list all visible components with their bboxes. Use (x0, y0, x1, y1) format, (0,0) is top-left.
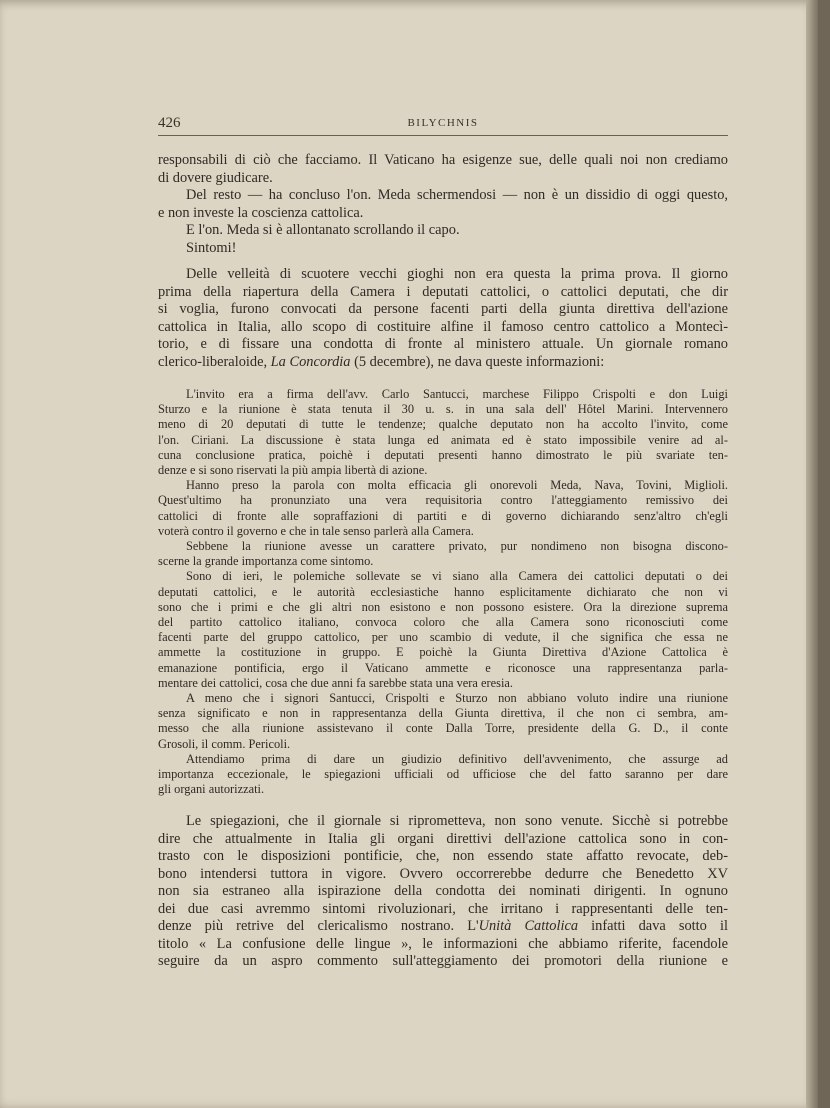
text-line: facenti parte del gruppo cattolico, per uno scambio di vedute, il che significa che essa ne (158, 630, 728, 645)
text-line: di dovere giudicare. (158, 169, 273, 186)
paragraph-gap (158, 257, 728, 266)
text-line: dire che attualmente in Italia gli organi direttivi dell'azione cattolica sono in con- (158, 830, 728, 847)
page-edge (806, 0, 818, 1108)
text-line: Del resto — ha concluso l'on. Meda schermendosi — non è un dissidio di oggi questo, (186, 187, 728, 203)
text-line: messo che alla riunione assistevano il conte Dalla Torre, presidente della G. D., il conte (158, 721, 728, 736)
text-line: bono intendersi tuttora in vigore. Ovvero occorrerebbe dedurre che Benedetto XV (158, 865, 728, 882)
text-line: torio, e di fissare una condotta di fronte al ministero attuale. Un giornale romano (158, 336, 728, 352)
text-line: importanza eccezionale, le spiegazioni ufficiali od ufficiose che del fatto saranno per dare (158, 767, 728, 782)
text-line: Delle velleità di scuotere vecchi gioghi non era questa la prima prova. Il giorno (186, 266, 728, 282)
text-line: del partito cattolico italiano, convoca coloro che alla Camera sono riconosciuti come (158, 615, 728, 630)
text-line: meno di 20 deputati di tutte le tendenze; qualche deputato non ha accolto l'invito, come (158, 417, 728, 432)
paragraph-gap (158, 371, 728, 387)
text-line: responsabili di ciò che facciamo. Il Vaticano ha esigenze sue, delle quali noi non crediamo (158, 152, 728, 168)
text-line: non sia estraneo alla ispirazione della condotta dei nominati dirigenti. In ognuno (158, 883, 728, 900)
paragraph (158, 152, 728, 187)
quoted-paragraph (158, 478, 728, 539)
page-number: 426 (158, 115, 181, 131)
text-line: mentare dei cattolici, cosa che due anni fa sarebbe stata una vera eresia. (158, 675, 514, 690)
quoted-paragraph (158, 752, 728, 798)
text-line: gli organi autorizzati. (158, 782, 265, 797)
text-line: cattolici di fronte alle sopraffazioni di partiti e di governo dichiarando senz'altro ch'egli (158, 508, 728, 523)
quoted-paragraph (158, 539, 728, 569)
text-line: denze più retrive del clericalismo nostrano. L'Unità Cattolica infatti dava sotto il (158, 918, 728, 935)
text-line: cattolica in Italia, allo scopo di costituire alfine il famoso centro cattolico a Montecì- (158, 318, 728, 335)
paragraph (158, 222, 728, 240)
paragraph-gap (158, 797, 728, 813)
paragraph (158, 240, 728, 258)
text-line: deputati cattolici, e le autorità ecclesiastiche hanno esplicitamente dichiarato che non vi (158, 584, 728, 599)
text-line: denze e si sono riservati la più ampia libertà di azione. (158, 463, 428, 478)
paragraph (158, 187, 728, 222)
running-title: BILYCHNIS (407, 117, 479, 129)
text-line: si voglia, furono convocati da persone facenti parti della giunta direttiva dell'azione (158, 301, 728, 317)
text-line: emanazione pontificia, ergo il Vaticano ammette e riconosce una rappresentanza parla- (158, 660, 728, 675)
paragraph (158, 813, 728, 971)
quoted-paragraph (158, 691, 728, 752)
body-text (158, 152, 728, 971)
text-line: seguire da un aspro commento sull'atteggiamento dei promotori della riunione e (158, 953, 728, 970)
text-line: dei due casi avremmo sintomi rivoluzionari, che irritano i rappresentanti delle ten- (158, 900, 728, 917)
header-rule (158, 135, 728, 136)
text-line: clerico-liberaloide, La Concordia (5 decembre), ne dava queste informazioni: (158, 353, 605, 370)
text-line: cuna conclusione pratica, poichè i deputati presenti hanno dimostrato le più svariate ten- (158, 447, 728, 462)
text-line: E l'on. Meda si è allontanato scrollando il capo. (186, 222, 460, 238)
text-line: trasto con le disposizioni pontificie, che, non essendo state affatto revocate, deb- (158, 848, 728, 865)
quoted-paragraph (158, 569, 728, 691)
text-line: ammette la costituzione in gruppo. E poichè la Giunta Direttiva d'Azione Cattolica è (158, 645, 728, 660)
text-line: Quest'ultimo ha pronunziato una vera requisitoria contro l'atteggiamento remissivo dei (158, 493, 728, 508)
text-line: scerne la grande importanza come sintomo. (158, 554, 374, 569)
paragraph (158, 266, 728, 371)
page-header (158, 115, 728, 135)
text-line: Grosoli, il comm. Pericoli. (158, 736, 291, 751)
text-line: Sono di ieri, le polemiche sollevate se vi siano alla Camera dei cattolici deputati o dei (186, 569, 728, 584)
text-line: senza significato e non in rappresentanza della Giunta direttiva, il che non ci sembra, am- (158, 706, 728, 721)
text-line: Sintomi! (186, 239, 237, 256)
quoted-paragraph (158, 387, 728, 478)
text-line: titolo « La confusione delle lingue », le informazioni che abbiamo riferite, facendole (158, 935, 728, 952)
text-line: voterà contro il governo e che in tale senso parlerà alla Camera. (158, 523, 474, 538)
text-line: e non investe la coscienza cattolica. (158, 204, 364, 221)
text-line: Attendiamo prima di dare un giudizio definitivo dell'avvenimento, che assurge ad (186, 751, 728, 766)
text-line: Hanno preso la parola con molta efficacia gli onorevoli Meda, Nava, Tovini, Miglioli. (186, 478, 728, 493)
text-line: Sturzo e la riunione è stata tenuta il 30 u. s. in una sala dell' Hôtel Marini. Intervennero (158, 402, 728, 417)
text-line: Le spiegazioni, che il giornale si riprometteva, non sono venute. Sicchè si potrebbe (186, 813, 728, 830)
text-line: sono che i primi e che gli altri non esistono e non possono esistere. Ora la direzione suprema (158, 599, 728, 614)
text-line: L'invito era a firma dell'avv. Carlo Santucci, marchese Filippo Crispolti e don Luigi (186, 387, 728, 401)
text-line: prima della riapertura della Camera i deputati cattolici, o cattolici deputati, che dir (158, 283, 728, 300)
text-line: l'on. Ciriani. La discussione è stata lunga ed animata ed è stato impossibile venire ad al- (158, 432, 728, 447)
text-line: A meno che i signori Santucci, Crispolti e Sturzo non abbiano voluto indire una riunione (186, 691, 728, 706)
text-line: Sebbene la riunione avesse un carattere privato, pur nondimeno non bisogna discono- (186, 539, 728, 554)
